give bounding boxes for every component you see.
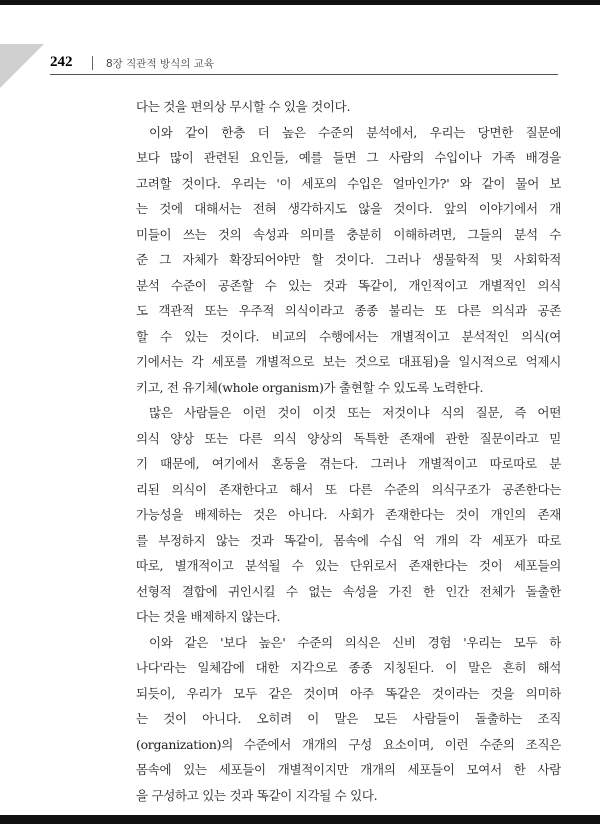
- text-line: 기에서는 각 세포를 개별적으로 보는 것으로 대표됨)을 일시적으로 억제시: [136, 354, 561, 369]
- text-line: 선형적 결합에 귀인시킬 수 없는 속성을 가진 한 인간 전체가 돌출한: [136, 583, 561, 599]
- text-line: 많은 사람들은 이런 것이 이것 또는 저것이냐 식의 질문, 즉 어떤: [149, 405, 561, 420]
- text-line: 리된 의식이 존재한다고 해서 또 다른 수준의 의식구조가 공존한다는: [136, 481, 561, 497]
- body-text: [136, 94, 561, 808]
- text-line: 미들이 쓰는 것의 속성과 의미를 충분히 이해하려면, 그들의 분석 수: [136, 226, 561, 242]
- text-line: 의식 양상 또는 다른 의식 양상의 독특한 존재에 관한 질문이라고 믿: [136, 430, 561, 446]
- text-line: 기 때문에, 여기에서 혼동을 겪는다. 그러나 개별적이고 따로따로 분: [136, 456, 561, 471]
- text-line: 보다 많이 관련된 요인들, 예를 들면 그 사람의 수입이나 가족 배경을: [136, 150, 561, 165]
- corner-decoration: [0, 44, 44, 88]
- text-line: 다는 것을 편의상 무시할 수 있을 것이다.: [136, 99, 351, 114]
- text-line: 분석 수준이 공존할 수 있는 것과 똑같이, 개인적이고 개별적인 의식: [136, 277, 561, 293]
- text-line: 을 구성하고 있는 것과 똑같이 지각될 수 있다.: [136, 787, 378, 803]
- chapter-title: 8장 직관적 방식의 교육: [106, 58, 214, 70]
- text-line: 할 수 있는 것이다. 비교의 수행에서는 개별적이고 분석적인 의식(여: [136, 328, 561, 344]
- bottom-border: [0, 815, 600, 824]
- text-line: 준 그 자체가 확장되어야만 할 것이다. 그러나 생물학적 및 사회학적: [136, 252, 561, 267]
- text-line: 나다'라는 일체감에 대한 지각으로 종종 지칭된다. 이 말은 흔히 해석: [136, 660, 561, 675]
- text-line: 키고, 전 유기체(whole organism)가 출현할 수 있도록 노력한다.: [136, 379, 484, 395]
- text-line: 도 객관적 또는 우주적 의식이라고 종종 불리는 또 다른 의식과 공존: [136, 303, 561, 318]
- page-number: 242: [50, 54, 73, 70]
- text-line: 를 부정하지 않는 것과 똑같이, 몸속에 수십 억 개의 각 세포가 따로: [136, 532, 561, 548]
- text-line: 이와 같이 한층 더 높은 수준의 분석에서, 우리는 당면한 질문에: [149, 124, 561, 140]
- text-line: 이와 같은 '보다 높은' 수준의 의식은 신비 경험 '우리는 모두 하: [149, 634, 561, 650]
- text-line: 는 것에 대해서는 전혀 생각하지도 않을 것이다. 앞의 이야기에서 개: [136, 201, 561, 216]
- text-line: 되듯이, 우리가 모두 같은 것이며 아주 똑같은 것이라는 것을 의미하: [136, 685, 561, 701]
- running-header: [50, 54, 558, 75]
- text-line: 고려할 것이다. 우리는 '이 세포의 수입은 얼마인가?' 와 같이 물어 보: [136, 175, 561, 191]
- header-divider: [92, 56, 93, 70]
- text-line: 다는 것을 배제하지 않는다.: [136, 609, 281, 624]
- text-line: 따로, 별개적이고 분석될 수 있는 단위로서 존재한다는 것이 세포들의: [136, 558, 561, 573]
- text-line: 는 것이 아니다. 오히려 이 말은 모든 사람들이 돌출하는 조직: [136, 711, 561, 726]
- text-line: (organization)의 수준에서 개개의 구성 요소이며, 이런 수준의 조직은: [136, 736, 561, 752]
- top-border: [0, 0, 600, 5]
- text-line: 몸속에 있는 세포들이 개별적이지만 개개의 세포들이 모여서 한 사람: [136, 762, 561, 777]
- text-line: 가능성을 배제하는 것은 아니다. 사회가 존재한다는 것이 개인의 존재: [136, 507, 561, 522]
